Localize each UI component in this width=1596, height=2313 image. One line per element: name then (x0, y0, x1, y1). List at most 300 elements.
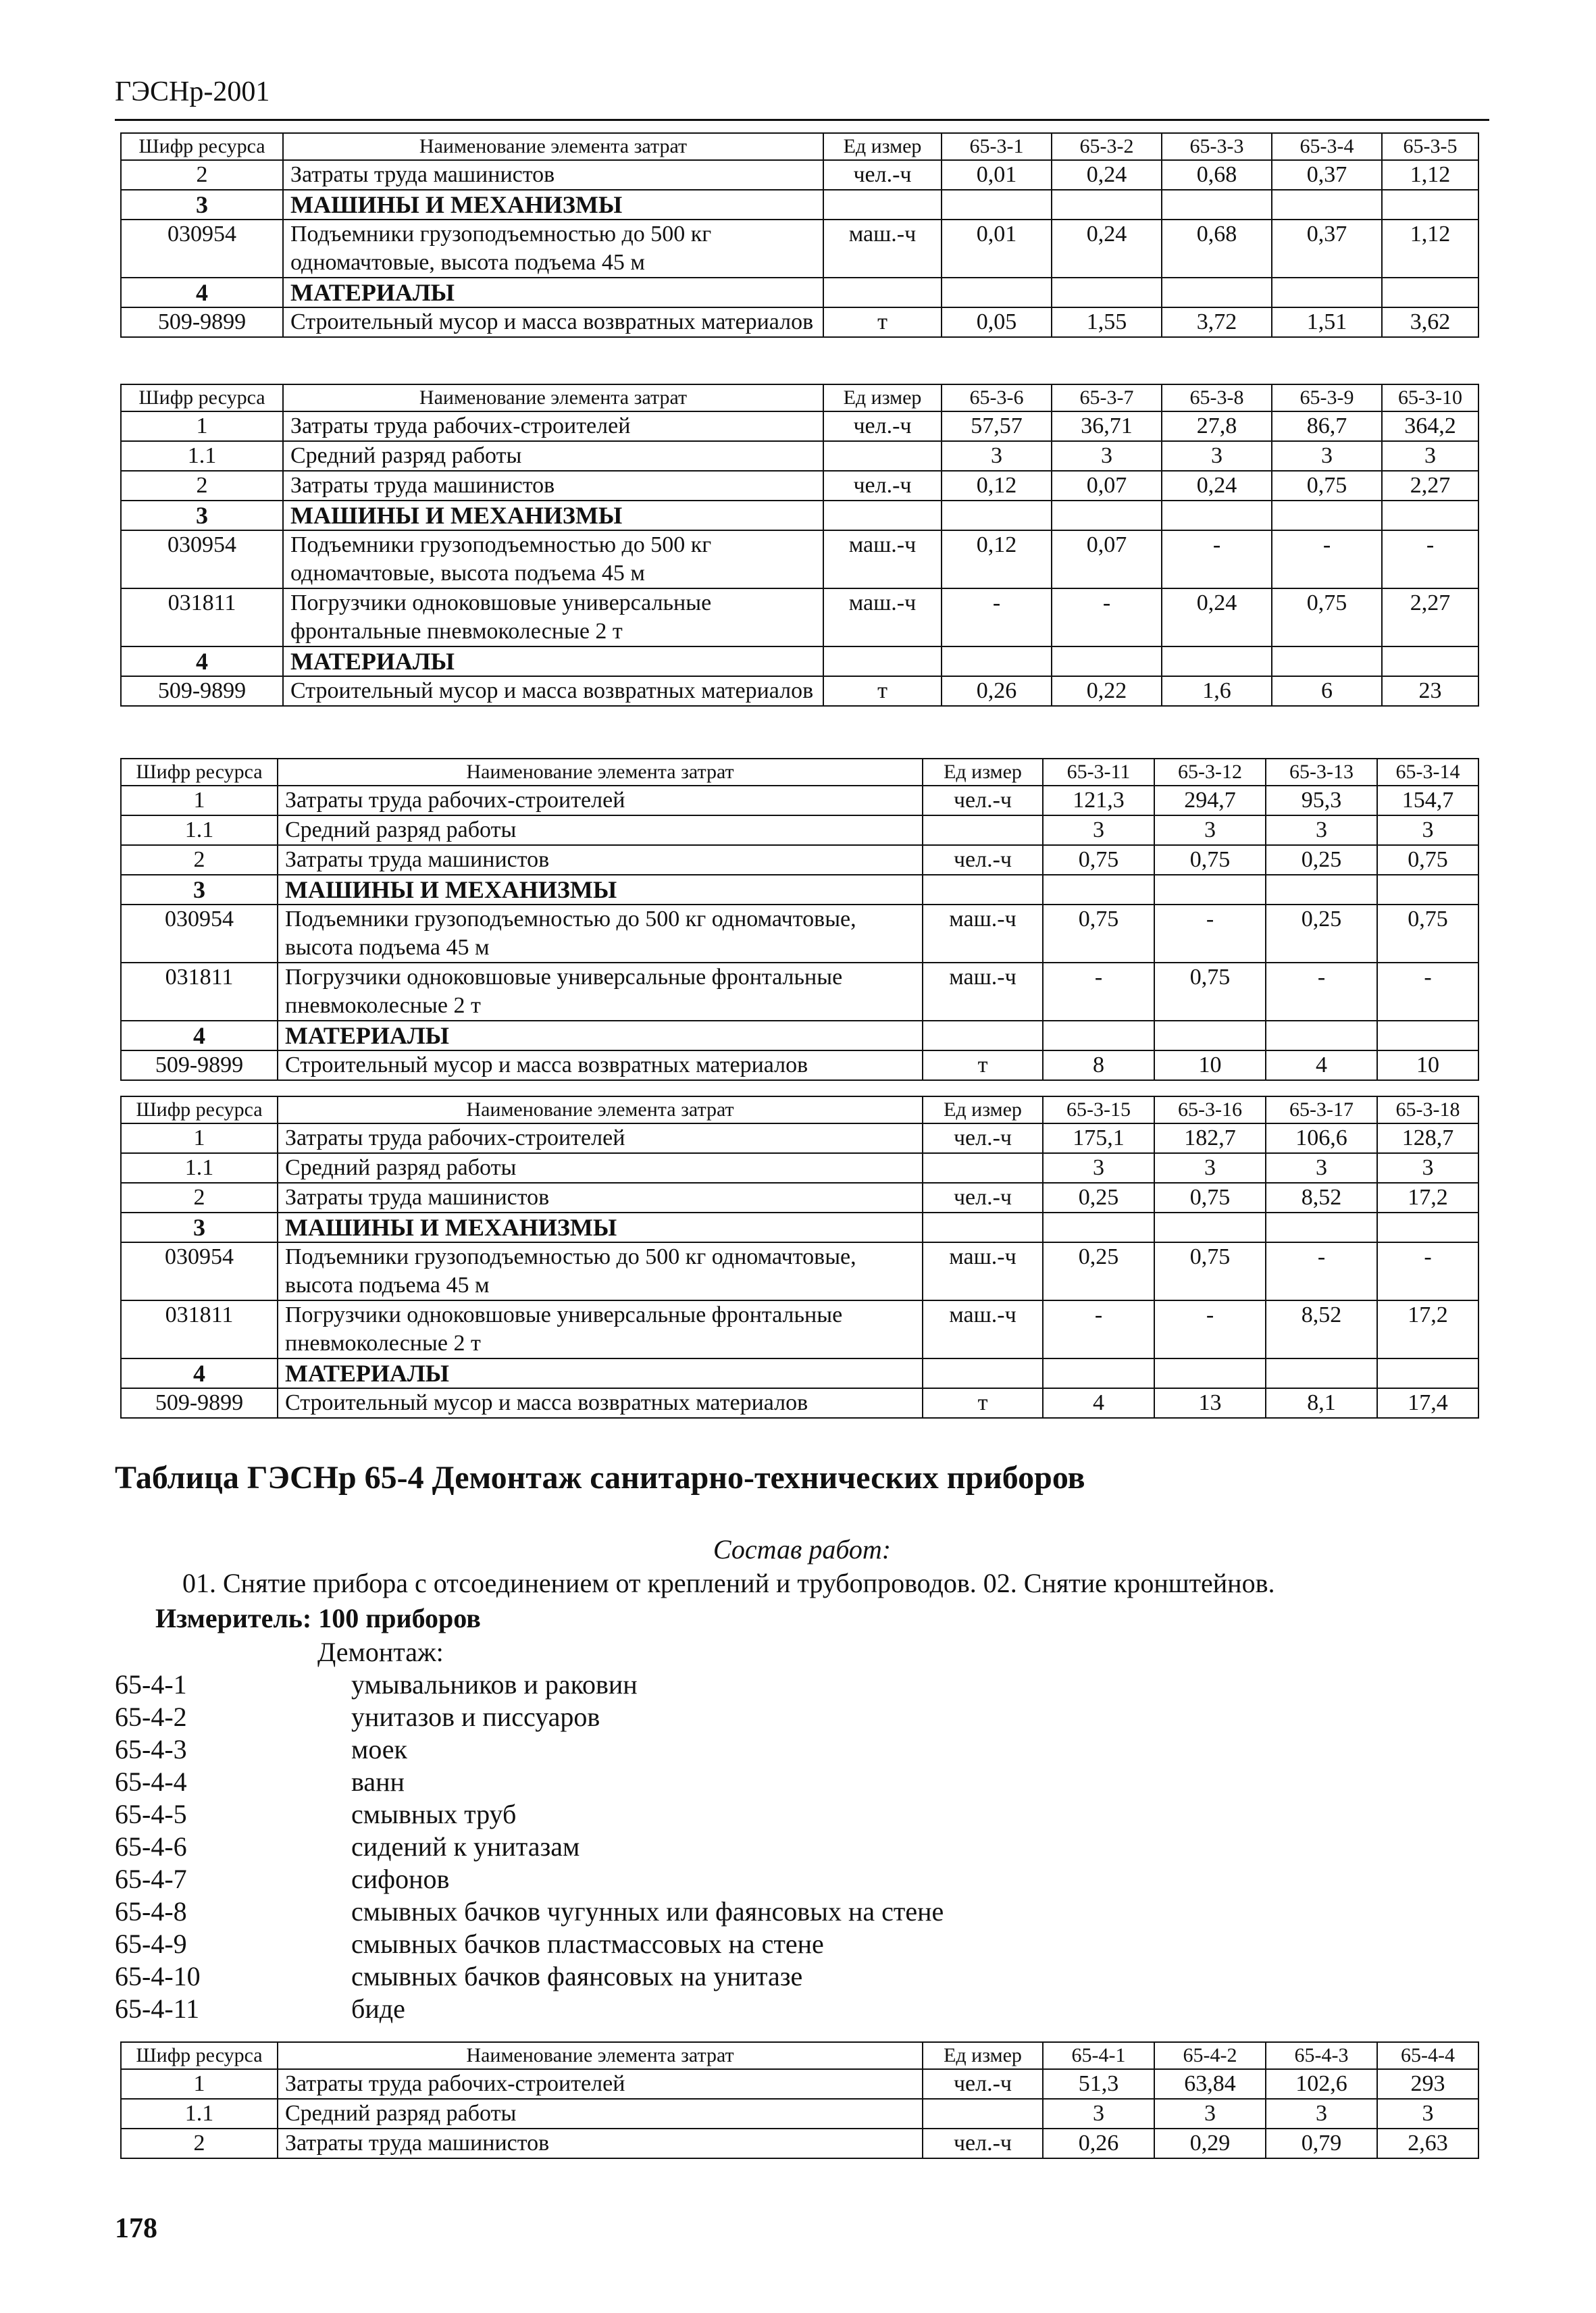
value-cell (1272, 501, 1382, 530)
value-cell: 0,75 (1043, 905, 1154, 963)
value-cell (1382, 278, 1478, 307)
norm-description: смывных бачков фаянсовых на унитазе (351, 1961, 803, 1991)
table-header-row (121, 2042, 1478, 2069)
value-cell: 0,68 (1162, 220, 1272, 278)
value-cell: - (1377, 1242, 1478, 1300)
value-cell: 27,8 (1162, 411, 1272, 441)
column-header: Ед измер (923, 759, 1043, 786)
value-cell: 0,75 (1154, 1183, 1266, 1213)
value-cell: 10 (1154, 1050, 1266, 1080)
unit (823, 278, 942, 307)
resource-code: 2 (121, 1183, 278, 1213)
column-header: 65-3-10 (1382, 384, 1478, 411)
column-header: 65-3-14 (1377, 759, 1478, 786)
cost-element-name: МАШИНЫ И МЕХАНИЗМЫ (283, 501, 823, 530)
value-cell: 23 (1382, 676, 1478, 706)
value-cell: 3 (1162, 441, 1272, 471)
resource-code: 1.1 (121, 815, 278, 845)
column-header: 65-3-11 (1043, 759, 1154, 786)
value-cell: 3 (1052, 441, 1162, 471)
page-number: 178 (115, 2213, 157, 2244)
value-cell (1266, 875, 1377, 905)
value-cell: 0,79 (1266, 2129, 1377, 2158)
resource-code: 509-9899 (121, 676, 283, 706)
norm-code: 65-4-11 (115, 1993, 200, 2024)
value-cell: 0,01 (942, 220, 1052, 278)
value-cell (1154, 1021, 1266, 1050)
column-header: 65-4-4 (1377, 2042, 1478, 2069)
column-header: Наименование элемента затрат (278, 759, 923, 786)
value-cell: 0,22 (1052, 676, 1162, 706)
value-cell: 17,2 (1377, 1183, 1478, 1213)
unit: т (923, 1388, 1043, 1418)
value-cell (1377, 875, 1478, 905)
value-cell: 3 (1377, 1153, 1478, 1183)
value-cell: 0,24 (1162, 588, 1272, 646)
norm-description: смывных бачков пластмассовых на стене (351, 1929, 824, 1959)
value-cell: 0,07 (1052, 471, 1162, 501)
resource-code: 031811 (121, 963, 278, 1021)
norm-list-item (115, 1896, 944, 1928)
value-cell: 128,7 (1377, 1123, 1478, 1153)
value-cell (1272, 278, 1382, 307)
value-cell: 0,25 (1043, 1183, 1154, 1213)
column-header: Наименование элемента затрат (278, 1096, 923, 1123)
column-header: 65-3-1 (942, 133, 1052, 160)
value-cell: 0,24 (1162, 471, 1272, 501)
resource-code: 4 (121, 1358, 278, 1388)
value-cell: 1,51 (1272, 307, 1382, 337)
unit (823, 190, 942, 220)
norm-code: 65-4-2 (115, 1702, 187, 1732)
resource-code: 2 (121, 2129, 278, 2158)
value-cell (1043, 1213, 1154, 1242)
cost-element-name: Погрузчики одноковшовые универсальные фронтальные пневмоколесные 2 т (278, 1300, 923, 1358)
value-cell: 0,24 (1052, 220, 1162, 278)
table-row (121, 1388, 1478, 1418)
table-row (121, 307, 1478, 337)
cost-element-name: МАТЕРИАЛЫ (283, 278, 823, 307)
column-header: 65-3-15 (1043, 1096, 1154, 1123)
table-row (121, 160, 1478, 190)
column-header: Шифр ресурса (121, 759, 278, 786)
norm-list (115, 1669, 944, 2025)
value-cell: - (1052, 588, 1162, 646)
cost-element-name: Средний разряд работы (278, 2099, 923, 2129)
norm-code: 65-4-8 (115, 1896, 187, 1927)
section-row (121, 501, 1478, 530)
resource-code: 1 (121, 411, 283, 441)
column-header: 65-3-8 (1162, 384, 1272, 411)
table-row (121, 441, 1478, 471)
value-cell: 175,1 (1043, 1123, 1154, 1153)
cost-element-name: Подъемники грузоподъемностью до 500 кг одномачтовые, высота подъема 45 м (278, 905, 923, 963)
value-cell: - (1266, 963, 1377, 1021)
value-cell (942, 278, 1052, 307)
column-header: 65-3-3 (1162, 133, 1272, 160)
value-cell: 8 (1043, 1050, 1154, 1080)
value-cell: 0,25 (1266, 905, 1377, 963)
norm-description: смывных бачков чугунных или фаянсовых на стене (351, 1896, 944, 1927)
cost-element-name: Строительный мусор и масса возвратных материалов (283, 307, 823, 337)
resource-code: 2 (121, 160, 283, 190)
value-cell (942, 501, 1052, 530)
column-header: Шифр ресурса (121, 1096, 278, 1123)
column-header: 65-3-12 (1154, 759, 1266, 786)
unit: т (823, 307, 942, 337)
table-row (121, 2099, 1478, 2129)
unit (923, 1153, 1043, 1183)
value-cell (1052, 190, 1162, 220)
resource-code: 4 (121, 1021, 278, 1050)
section-row (121, 1213, 1478, 1242)
value-cell (1377, 1358, 1478, 1388)
value-cell: 0,75 (1154, 1242, 1266, 1300)
section-title: Таблица ГЭСНр 65-4 Демонтаж санитарно-технических приборов (115, 1460, 1085, 1496)
value-cell: 3 (1272, 441, 1382, 471)
unit: чел.-ч (923, 2069, 1043, 2099)
value-cell: 106,6 (1266, 1123, 1377, 1153)
table-header-row (121, 1096, 1478, 1123)
cost-element-name: Затраты труда рабочих-строителей (278, 786, 923, 815)
norm-list-item (115, 1798, 944, 1831)
cost-element-name: МАТЕРИАЛЫ (278, 1021, 923, 1050)
value-cell: 57,57 (942, 411, 1052, 441)
unit: чел.-ч (823, 411, 942, 441)
value-cell (1266, 1021, 1377, 1050)
value-cell (1154, 875, 1266, 905)
value-cell: 3 (1043, 815, 1154, 845)
value-cell: 364,2 (1382, 411, 1478, 441)
cost-element-name: Затраты труда машинистов (278, 1183, 923, 1213)
unit: чел.-ч (823, 160, 942, 190)
value-cell (1052, 646, 1162, 676)
resource-code: 1.1 (121, 2099, 278, 2129)
resource-code: 031811 (121, 588, 283, 646)
resource-code: 030954 (121, 530, 283, 588)
table-header-row (121, 759, 1478, 786)
resource-code: 1.1 (121, 1153, 278, 1183)
value-cell (1154, 1358, 1266, 1388)
value-cell: 86,7 (1272, 411, 1382, 441)
table-row (121, 1123, 1478, 1153)
section-row (121, 1358, 1478, 1388)
resource-code: 030954 (121, 220, 283, 278)
value-cell: 3,72 (1162, 307, 1272, 337)
column-header: 65-3-9 (1272, 384, 1382, 411)
cost-element-name: Затраты труда рабочих-строителей (283, 411, 823, 441)
value-cell: 3 (1154, 1153, 1266, 1183)
measure-unit: Измеритель: 100 приборов (155, 1603, 481, 1633)
cost-element-name: Средний разряд работы (278, 1153, 923, 1183)
norm-list-item (115, 1733, 944, 1766)
value-cell: 17,4 (1377, 1388, 1478, 1418)
value-cell: 1,12 (1382, 220, 1478, 278)
unit (823, 441, 942, 471)
value-cell (1382, 190, 1478, 220)
value-cell (942, 190, 1052, 220)
resource-code: 3 (121, 501, 283, 530)
table-row (121, 963, 1478, 1021)
norm-list-item (115, 1701, 944, 1733)
value-cell (1162, 501, 1272, 530)
value-cell: 3 (1266, 815, 1377, 845)
value-cell: 0,12 (942, 530, 1052, 588)
value-cell: - (1382, 530, 1478, 588)
table-row (121, 786, 1478, 815)
value-cell: - (1272, 530, 1382, 588)
unit: маш.-ч (923, 1300, 1043, 1358)
work-composition-heading: Состав работ: (713, 1534, 892, 1565)
resource-code: 509-9899 (121, 1388, 278, 1418)
value-cell (1052, 278, 1162, 307)
norm-code: 65-4-7 (115, 1864, 187, 1894)
table-row (121, 1050, 1478, 1080)
value-cell: 1,6 (1162, 676, 1272, 706)
value-cell: 4 (1266, 1050, 1377, 1080)
resource-code: 030954 (121, 905, 278, 963)
value-cell: 0,26 (1043, 2129, 1154, 2158)
resource-code: 4 (121, 646, 283, 676)
value-cell: 0,26 (942, 676, 1052, 706)
column-header: 65-3-5 (1382, 133, 1478, 160)
norm-description: ванн (351, 1766, 405, 1797)
cost-element-name: Погрузчики одноковшовые универсальные фронтальные пневмоколесные 2 т (283, 588, 823, 646)
value-cell: 3 (1043, 2099, 1154, 2129)
table-row (121, 530, 1478, 588)
cost-element-name: Затраты труда машинистов (283, 160, 823, 190)
resource-code: 3 (121, 1213, 278, 1242)
unit: чел.-ч (823, 471, 942, 501)
cost-element-name: Затраты труда машинистов (278, 2129, 923, 2158)
cost-element-name: Средний разряд работы (283, 441, 823, 471)
norm-code: 65-4-3 (115, 1734, 187, 1764)
table-row (121, 676, 1478, 706)
resource-code: 1 (121, 786, 278, 815)
unit (923, 2099, 1043, 2129)
column-header: 65-3-6 (942, 384, 1052, 411)
unit: т (823, 676, 942, 706)
resource-code: 509-9899 (121, 1050, 278, 1080)
value-cell: 36,71 (1052, 411, 1162, 441)
cost-element-name: Подъемники грузоподъемностью до 500 кг одномачтовые, высота подъема 45 м (283, 530, 823, 588)
column-header: 65-3-17 (1266, 1096, 1377, 1123)
resource-code: 4 (121, 278, 283, 307)
section-row (121, 1021, 1478, 1050)
value-cell: 0,25 (1266, 845, 1377, 875)
column-header: 65-3-2 (1052, 133, 1162, 160)
value-cell: 3,62 (1382, 307, 1478, 337)
table-row (121, 1300, 1478, 1358)
value-cell: 3 (1382, 441, 1478, 471)
value-cell (1382, 646, 1478, 676)
resource-code: 1 (121, 1123, 278, 1153)
cost-element-name: Погрузчики одноковшовые универсальные фронтальные пневмоколесные 2 т (278, 963, 923, 1021)
value-cell (1162, 190, 1272, 220)
resource-code: 509-9899 (121, 307, 283, 337)
value-cell: 0,37 (1272, 220, 1382, 278)
cost-element-name: МАТЕРИАЛЫ (278, 1358, 923, 1388)
table-row (121, 2069, 1478, 2099)
unit: чел.-ч (923, 786, 1043, 815)
table-row (121, 411, 1478, 441)
norm-list-item (115, 1669, 944, 1701)
unit: маш.-ч (823, 588, 942, 646)
value-cell: 8,52 (1266, 1300, 1377, 1358)
norm-list-item (115, 1863, 944, 1896)
value-cell (1043, 1021, 1154, 1050)
value-cell: 0,75 (1377, 905, 1478, 963)
section-row (121, 278, 1478, 307)
resource-code: 3 (121, 875, 278, 905)
resource-code: 2 (121, 471, 283, 501)
cost-element-name: Строительный мусор и масса возвратных материалов (283, 676, 823, 706)
value-cell: 17,2 (1377, 1300, 1478, 1358)
column-header: Ед измер (923, 1096, 1043, 1123)
column-header: Наименование элемента затрат (283, 133, 823, 160)
resource-table-65-3-15 (120, 1096, 1479, 1419)
column-header: 65-3-18 (1377, 1096, 1478, 1123)
column-header: 65-4-1 (1043, 2042, 1154, 2069)
cost-element-name: Затраты труда машинистов (283, 471, 823, 501)
cost-element-name: МАШИНЫ И МЕХАНИЗМЫ (278, 875, 923, 905)
value-cell: 10 (1377, 1050, 1478, 1080)
value-cell: 121,3 (1043, 786, 1154, 815)
table-row (121, 471, 1478, 501)
cost-element-name: МАШИНЫ И МЕХАНИЗМЫ (283, 190, 823, 220)
value-cell: 8,1 (1266, 1388, 1377, 1418)
value-cell: 0,75 (1272, 471, 1382, 501)
norm-code: 65-4-1 (115, 1669, 187, 1700)
column-header: Шифр ресурса (121, 2042, 278, 2069)
column-header: 65-4-2 (1154, 2042, 1266, 2069)
unit (923, 1358, 1043, 1388)
unit: маш.-ч (923, 1242, 1043, 1300)
norm-description: умывальников и раковин (351, 1669, 638, 1700)
table-row (121, 1242, 1478, 1300)
column-header: Ед измер (923, 2042, 1043, 2069)
unit (823, 501, 942, 530)
column-header: Ед измер (823, 133, 942, 160)
header-rule (115, 119, 1489, 121)
norm-description: моек (351, 1734, 407, 1764)
value-cell: 95,3 (1266, 786, 1377, 815)
section-row (121, 646, 1478, 676)
value-cell: - (942, 588, 1052, 646)
value-cell: 3 (1154, 815, 1266, 845)
value-cell: 3 (1043, 1153, 1154, 1183)
cost-element-name: МАШИНЫ И МЕХАНИЗМЫ (278, 1213, 923, 1242)
value-cell: 154,7 (1377, 786, 1478, 815)
work-composition-text: 01. Снятие прибора с отсоединением от креплений и трубопроводов. 02. Снятие кронштейнов. (182, 1568, 1275, 1598)
value-cell: 3 (1377, 815, 1478, 845)
norm-code: 65-4-10 (115, 1961, 201, 1991)
value-cell: 3 (1266, 1153, 1377, 1183)
running-header: ГЭСНр-2001 (115, 76, 270, 107)
value-cell: - (1043, 1300, 1154, 1358)
table-header-row (121, 384, 1478, 411)
value-cell: 0,07 (1052, 530, 1162, 588)
table-row (121, 1183, 1478, 1213)
unit (923, 1213, 1043, 1242)
column-header: 65-3-4 (1272, 133, 1382, 160)
unit: чел.-ч (923, 2129, 1043, 2158)
value-cell (942, 646, 1052, 676)
cost-element-name: Затраты труда машинистов (278, 845, 923, 875)
norm-code: 65-4-9 (115, 1929, 187, 1959)
unit: т (923, 1050, 1043, 1080)
value-cell (1162, 278, 1272, 307)
unit (923, 1021, 1043, 1050)
unit (923, 815, 1043, 845)
table-row (121, 845, 1478, 875)
resource-table-65-4-1 (120, 2041, 1479, 2159)
resource-table-65-3-1 (120, 132, 1479, 338)
value-cell: - (1043, 963, 1154, 1021)
column-header: 65-4-3 (1266, 2042, 1377, 2069)
resource-code: 031811 (121, 1300, 278, 1358)
value-cell: 2,63 (1377, 2129, 1478, 2158)
demontazh-label: Демонтаж: (317, 1637, 444, 1667)
value-cell: 0,75 (1377, 845, 1478, 875)
value-cell (1154, 1213, 1266, 1242)
value-cell (1266, 1213, 1377, 1242)
value-cell: 0,01 (942, 160, 1052, 190)
cost-element-name: Затраты труда рабочих-строителей (278, 1123, 923, 1153)
resource-code: 1 (121, 2069, 278, 2099)
value-cell (1052, 501, 1162, 530)
norm-code: 65-4-4 (115, 1766, 187, 1797)
value-cell (1272, 190, 1382, 220)
norm-code: 65-4-6 (115, 1831, 187, 1862)
value-cell: 182,7 (1154, 1123, 1266, 1153)
value-cell: 4 (1043, 1388, 1154, 1418)
unit: маш.-ч (923, 963, 1043, 1021)
resource-code: 1.1 (121, 441, 283, 471)
value-cell: 6 (1272, 676, 1382, 706)
column-header: 65-3-7 (1052, 384, 1162, 411)
value-cell (1043, 875, 1154, 905)
unit (923, 875, 1043, 905)
column-header: Ед измер (823, 384, 942, 411)
value-cell: - (1154, 905, 1266, 963)
value-cell: 1,12 (1382, 160, 1478, 190)
value-cell: 51,3 (1043, 2069, 1154, 2099)
value-cell: 294,7 (1154, 786, 1266, 815)
norm-description: сидений к унитазам (351, 1831, 580, 1862)
value-cell: 0,75 (1272, 588, 1382, 646)
resource-table-65-3-11 (120, 758, 1479, 1081)
norm-list-item (115, 1960, 944, 1993)
norm-list-item (115, 1993, 944, 2025)
value-cell: 2,27 (1382, 588, 1478, 646)
value-cell: 63,84 (1154, 2069, 1266, 2099)
resource-code: 2 (121, 845, 278, 875)
value-cell: 0,05 (942, 307, 1052, 337)
value-cell: 13 (1154, 1388, 1266, 1418)
value-cell: 3 (942, 441, 1052, 471)
value-cell: 3 (1266, 2099, 1377, 2129)
cost-element-name: Строительный мусор и масса возвратных материалов (278, 1050, 923, 1080)
value-cell: 8,52 (1266, 1183, 1377, 1213)
cost-element-name: Затраты труда рабочих-строителей (278, 2069, 923, 2099)
value-cell: - (1162, 530, 1272, 588)
cost-element-name: Подъемники грузоподъемностью до 500 кг одномачтовые, высота подъема 45 м (278, 1242, 923, 1300)
unit: маш.-ч (823, 220, 942, 278)
cost-element-name: Средний разряд работы (278, 815, 923, 845)
value-cell: 0,37 (1272, 160, 1382, 190)
cost-element-name: Строительный мусор и масса возвратных материалов (278, 1388, 923, 1418)
